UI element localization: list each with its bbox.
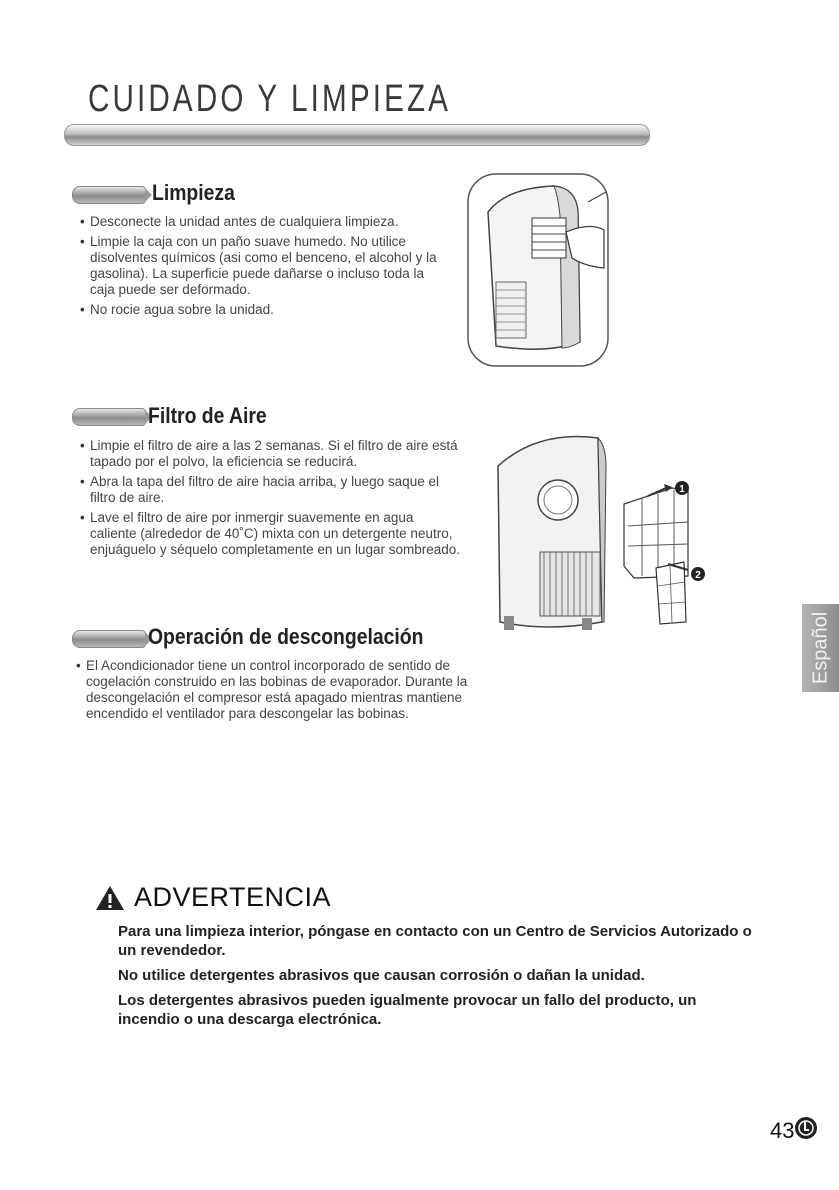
title-underline-bar <box>64 124 650 146</box>
warning-line: Los detergentes abrasivos pueden igualmente provocar un fallo del producto, un incendio o una descarga electrónica. <box>118 992 697 1028</box>
warning-body <box>118 922 758 1035</box>
warning-title: ADVERTENCIA <box>134 882 332 912</box>
air-filter-illustration <box>478 426 708 636</box>
limpieza-bullets <box>80 214 450 322</box>
warning-icon <box>94 884 126 912</box>
warning-line: No utilice detergentes abrasivos que causan corrosión o dañan la unidad. <box>118 967 645 984</box>
list-item: • Abra la tapa del filtro de aire hacia arriba, y luego saque el filtro de aire. <box>80 474 460 506</box>
step-marker-1: 1 <box>679 484 685 495</box>
list-item: • No rocie agua sobre la unidad. <box>80 302 450 318</box>
step-marker-2: 2 <box>695 570 701 581</box>
section-marker-icon <box>72 630 146 648</box>
language-tab-label: Español <box>809 611 831 685</box>
page-number: 43 <box>770 1118 795 1143</box>
section-marker-icon <box>72 408 146 426</box>
ac-cleaning-illustration <box>466 172 610 368</box>
language-tab <box>802 604 839 692</box>
section-heading-filtro: Filtro de Aire <box>148 403 267 428</box>
list-item: • Lave el filtro de aire por inmergir suavemente en agua caliente (alrededor de 40˚C) mixta con un detergente neutro, enjuáguelo y séquelo completamente en un lugar sombreado. <box>80 510 460 558</box>
list-item: • Desconecte la unidad antes de cualquiera limpieza. <box>80 214 450 230</box>
filtro-bullets <box>80 438 460 562</box>
section-marker-icon <box>72 186 146 204</box>
section-heading-descongelacion: Operación de descongelación <box>148 624 424 649</box>
section-heading-limpieza: Limpieza <box>152 180 235 205</box>
list-item: • Limpie el filtro de aire a las 2 semanas. Si el filtro de aire está tapado por el polvo, la eficiencia se reducirá. <box>80 438 460 470</box>
page-title: CUIDADO Y LIMPIEZA <box>88 78 452 120</box>
descongelacion-bullets <box>76 658 476 726</box>
list-item: • Limpie la caja con un paño suave humedo. No utilice disolventes químicos (asi como el benceno, el alcohol y la gasolina). La superficie puede dañarse o incluso toda la caja puede ser deformado. <box>80 234 450 298</box>
list-item: • El Acondicionador tiene un control incorporado de sentido de cogelación construido en las bobinas de evaporador. Durante la descongelación el compresor está apagado mientras mantiene encendido el ventilador para descongelar las bobinas. <box>76 658 476 722</box>
warning-line: Para una limpieza interior, póngase en contacto con un Centro de Servicios Autorizado o un revendedor. <box>118 923 752 959</box>
brand-logo-icon <box>794 1116 818 1140</box>
